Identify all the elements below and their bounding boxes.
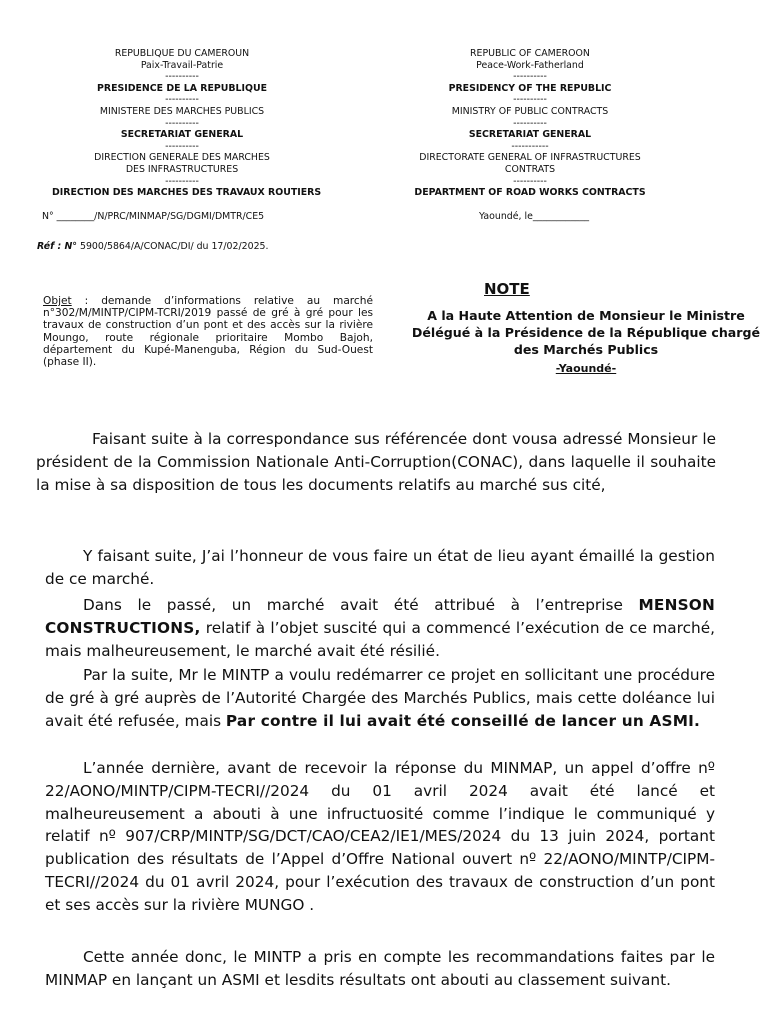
directorate-fr-line2: DES INFRASTRUCTURES — [125, 163, 239, 175]
presidency-fr: PRESIDENCE DE LA REPUBLIQUE — [97, 82, 267, 94]
subject-text: : demande d’informations relative au marché n°302/M/MINTP/CIPM-TCRI/2019 passé de gré à gré pour les travaux de construction d’un pont et des accès sur la rivière Moungo, route régionale prioritaire Mombo Bajoh, département du Kupé-Manenguba, Région du Sud-Ouest (phase II). — [43, 295, 373, 369]
reference-number: N° ________/N/PRC/MINMAP/SG/DGMI/DMTR/CE5 — [42, 211, 265, 222]
addressee: A la Haute Attention de Monsieur le Ministre Délégué à la Présidence de la République chargé des Marchés Publics — [411, 308, 761, 357]
place-date: Yaoundé, le____________ — [479, 211, 590, 222]
ministry-en: MINISTRY OF PUBLIC CONTRACTS — [451, 105, 609, 117]
department-fr: DIRECTION DES MARCHES DES TRAVAUX ROUTIERS — [52, 187, 322, 199]
department-en: DEPARTMENT OF ROAD WORKS CONTRACTS — [414, 187, 646, 199]
note-title: NOTE — [484, 280, 530, 298]
reference-value: 5900/5864/A/CONAC/DI/ du 17/02/2025. — [77, 241, 269, 252]
paragraph-6: Cette année donc, le MINTP a pris en compte les recommandations faites par le MINMAP en lançant un ASMI et lesdits résultats ont abouti au classement suivant. — [45, 948, 715, 989]
paragraph-3-end: relatif à l’objet suscité qui a commencé l’exécution de ce marché, mais malheureusement, le marché avait été résilié. — [45, 618, 715, 660]
directorate-en-line2: CONTRATS — [504, 163, 556, 175]
directorate-fr-line1: DIRECTION GENERALE DES MARCHES — [94, 152, 270, 164]
separator: ---------- — [165, 94, 199, 106]
company-name: MENSON CONSTRUCTIONS, — [45, 596, 715, 637]
reference-label: Réf : N° — [37, 241, 77, 252]
header-english — [400, 48, 660, 199]
paragraph-2: Y faisant suite, J’ai l’honneur de vous faire un état de lieu ayant émaillé la gestion de ce marché. — [45, 547, 715, 588]
presidency-en: PRESIDENCY OF THE REPUBLIC — [448, 82, 612, 94]
motto-fr: Paix-Travail-Patrie — [140, 59, 224, 71]
separator: ---------- — [513, 175, 547, 187]
separator: ---------- — [513, 71, 547, 83]
separator: ---------- — [513, 117, 547, 129]
separator: ----------- — [511, 140, 549, 152]
republic-name-fr: REPUBLIQUE DU CAMEROUN — [114, 48, 250, 59]
republic-name-en: REPUBLIC OF CAMEROON — [470, 48, 590, 59]
paragraph-3-start: Dans le passé, un marché avait été attribué à l’entreprise — [83, 596, 639, 614]
city: -Yaoundé- — [555, 362, 617, 375]
reference-line — [37, 241, 269, 252]
directorate-en-line1: DIRECTORATE GENERAL OF INFRASTRUCTURES — [419, 152, 641, 164]
separator: ---------- — [165, 175, 199, 187]
separator: ---------- — [165, 117, 199, 129]
subject-block — [43, 295, 373, 368]
paragraph-3 — [45, 594, 715, 662]
header-french — [52, 48, 322, 199]
subject-label: Objet — [43, 295, 72, 307]
separator: ---------- — [513, 94, 547, 106]
separator: ---------- — [165, 71, 199, 83]
motto-en: Peace-Work-Fatherland — [476, 59, 584, 71]
paragraph-4-start: Par la suite, Mr le MINTP a voulu redémarrer ce projet en sollicitant une procédure de gré à gré auprès de l’Autorité Chargée des Marchés Publics, mais cette doléance lui avait été refusée, mais — [45, 666, 715, 730]
secretariat-en: SECRETARIAT GENERAL — [468, 129, 592, 141]
paragraph-5: L’année dernière, avant de recevoir la réponse du MINMAP, un appel d’offre nº 22/AONO/MINTP/CIPM-TECRI//2024 du 01 avril 2024 avait été lancé et malheureusement a abouti à une infructuosité comme l’indique le communiqué y relatif nº 907/CRP/MINTP/SG/DCT/CAO/CEA2/IE1/MES/2024 du 13 juin 2024, portant publication des résultats de l’Appel d’Offre National ouvert nº 22/AONO/MINTP/CIPM-TECRI//2024 du 01 avril 2024, pour l’exécution des travaux de construction d’un pont et ses accès sur la rivière MUNGO . — [45, 759, 715, 914]
paragraph-4-emphasis: Par contre il lui avait été conseillé de lancer un ASMI. — [225, 711, 701, 730]
secretariat-fr: SECRETARIAT GENERAL — [120, 129, 244, 141]
separator: ---------- — [165, 140, 199, 152]
paragraph-1: Faisant suite à la correspondance sus référencée dont vousa adressé Monsieur le président de la Commission Nationale Anti-Corruption(CONAC), dans laquelle il souhaite la mise à sa disposition de tous les documents relatifs au marché sus cité, — [36, 430, 716, 494]
paragraph-4 — [45, 664, 715, 732]
ministry-fr: MINISTERE DES MARCHES PUBLICS — [99, 105, 265, 117]
